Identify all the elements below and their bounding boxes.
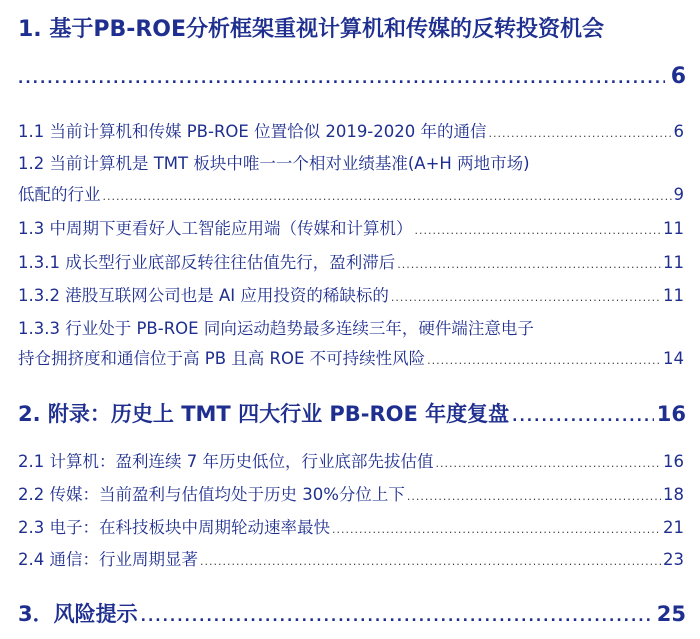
toc-entry-text: 1.1 当前计算机和传媒 PB-ROE 位置恰似 2019-2020 年的通信: [18, 122, 487, 141]
dot-leader: [407, 490, 661, 503]
section-1-title: 1. 基于PB-ROE分析框架重视计算机和传媒的反转投资机会: [18, 17, 605, 42]
toc-entry-1-3-1[interactable]: [18, 249, 684, 273]
dot-leader: [332, 523, 661, 536]
toc-entry-1-3-3-line1[interactable]: [18, 315, 684, 339]
dot-leader: [415, 224, 662, 237]
toc-entry-text: 1.2 当前计算机是 TMT 板块中唯一一个相对业绩基准(A+H 两地市场): [18, 154, 530, 173]
toc-entry-page: 16: [663, 452, 684, 471]
dot-leader: [18, 71, 665, 87]
toc-section-3[interactable]: [18, 598, 686, 628]
dot-leader: [489, 127, 672, 140]
toc-section-1-title[interactable]: [18, 12, 686, 42]
dot-leader: [200, 555, 661, 568]
dot-leader: [512, 409, 654, 425]
toc-entry-page: 23: [663, 550, 684, 569]
toc-entry-page: 11: [663, 286, 684, 305]
toc-entry-text: 持仓拥挤度和通信位于高 PB 且高 ROE 不可持续性风险: [18, 349, 426, 368]
toc-entry-1-3[interactable]: [18, 215, 684, 239]
toc-entry-1-1[interactable]: [18, 118, 684, 142]
toc-entry-2-4[interactable]: [18, 546, 684, 570]
section-3-page: 25: [656, 602, 686, 626]
dot-leader: [141, 609, 654, 625]
toc-entry-1-2-line1[interactable]: [18, 150, 684, 174]
toc-entry-text: 2.1 计算机：盈利连续 7 年历史低位，行业底部先拔估值: [18, 452, 434, 471]
section-1-page: 6: [670, 64, 686, 89]
toc-section-1-leader[interactable]: [18, 64, 686, 89]
toc-entry-2-3[interactable]: [18, 514, 684, 538]
toc-entry-1-2[interactable]: [18, 181, 684, 205]
toc-entry-text: 1.3.2 港股互联网公司也是 AI 应用投资的稀缺标的: [18, 286, 389, 305]
toc-entry-page: 9: [673, 185, 684, 204]
dot-leader: [427, 354, 661, 367]
toc-entry-page: 11: [663, 253, 684, 272]
toc-entry-1-3-3[interactable]: [18, 345, 684, 369]
toc-section-2[interactable]: [18, 398, 686, 428]
dot-leader: [391, 291, 661, 304]
section-3-title: 3．风险提示: [18, 602, 138, 626]
dot-leader: [435, 457, 661, 470]
section-2-page: 16: [656, 402, 686, 426]
toc-entry-1-3-2[interactable]: [18, 282, 684, 306]
toc-entry-text: 低配的行业: [18, 185, 101, 204]
toc-entry-2-1[interactable]: [18, 448, 684, 472]
toc-entry-text: 2.4 通信：行业周期显著: [18, 550, 198, 569]
dot-leader: [397, 258, 661, 271]
dot-leader: [103, 190, 672, 203]
toc-entry-page: 11: [663, 219, 684, 238]
toc-entry-text: 1.3.1 成长型行业底部反转往往估值先行，盈利滞后: [18, 253, 396, 272]
toc-entry-text: 2.2 传媒：当前盈利与估值均处于历史 30%分位上下: [18, 485, 405, 504]
toc-entry-page: 14: [663, 349, 684, 368]
section-2-title: 2. 附录：历史上 TMT 四大行业 PB-ROE 年度复盘: [18, 402, 510, 426]
toc-entry-text: 2.3 电子：在科技板块中周期轮动速率最快: [18, 518, 330, 537]
toc-entry-text: 1.3.3 行业处于 PB-ROE 同向运动趋势最多连续三年，硬件端注意电子: [18, 319, 534, 338]
toc-entry-2-2[interactable]: [18, 481, 684, 505]
toc-entry-page: 6: [673, 122, 684, 141]
toc-entry-page: 21: [663, 518, 684, 537]
toc-entry-text: 1.3 中周期下更看好人工智能应用端（传媒和计算机）: [18, 219, 413, 238]
toc-entry-page: 18: [663, 485, 684, 504]
